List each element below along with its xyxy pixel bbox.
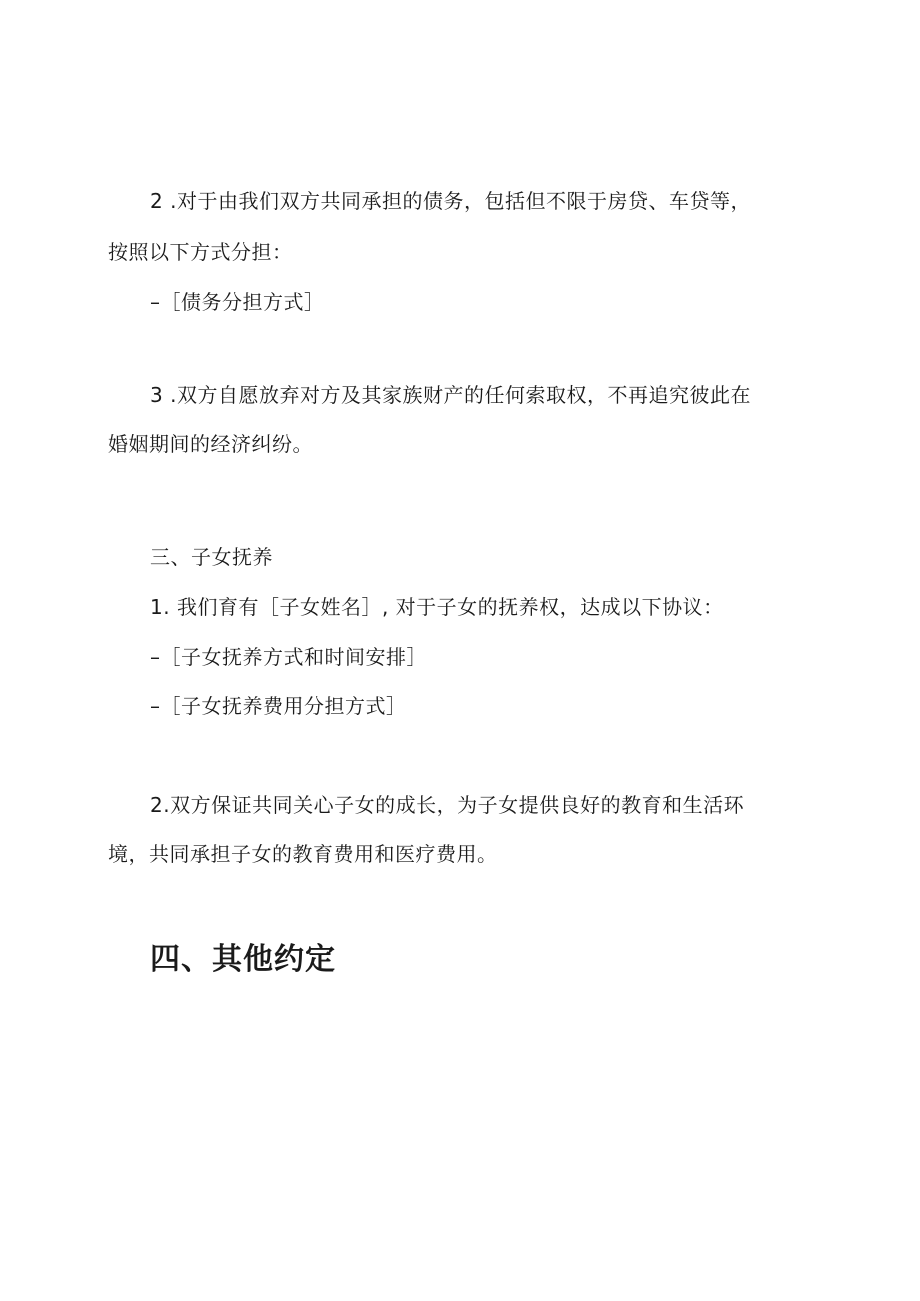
custody-arrangement-placeholder: –［子女抚养方式和时间安排］ bbox=[150, 645, 427, 669]
child-support-section-title: 三、子女抚养 bbox=[150, 545, 273, 569]
debt-clause-line-2: 按照以下方式分担： bbox=[108, 240, 293, 264]
waiver-clause-line-1: 3 .双方自愿放弃对方及其家族财产的任何索取权，不再追究彼此在 bbox=[150, 383, 751, 407]
waiver-clause-line-2: 婚姻期间的经济纠纷。 bbox=[108, 432, 313, 456]
debt-clause-line-1: 2 .对于由我们双方共同承担的债务，包括但不限于房贷、车贷等， bbox=[150, 189, 751, 213]
child-care-clause-line-2: 境，共同承担子女的教育费用和医疗费用。 bbox=[108, 842, 498, 866]
support-cost-placeholder: –［子女抚养费用分担方式］ bbox=[150, 694, 407, 718]
custody-clause-line: 1. 我们育有［子女姓名］, 对于子女的抚养权，达成以下协议： bbox=[150, 595, 724, 619]
other-agreements-heading: 四、其他约定 bbox=[150, 942, 336, 977]
child-care-clause-line-1: 2.双方保证共同关心子女的成长，为子女提供良好的教育和生活环 bbox=[150, 793, 745, 817]
debt-method-placeholder: –［债务分担方式］ bbox=[150, 290, 325, 314]
